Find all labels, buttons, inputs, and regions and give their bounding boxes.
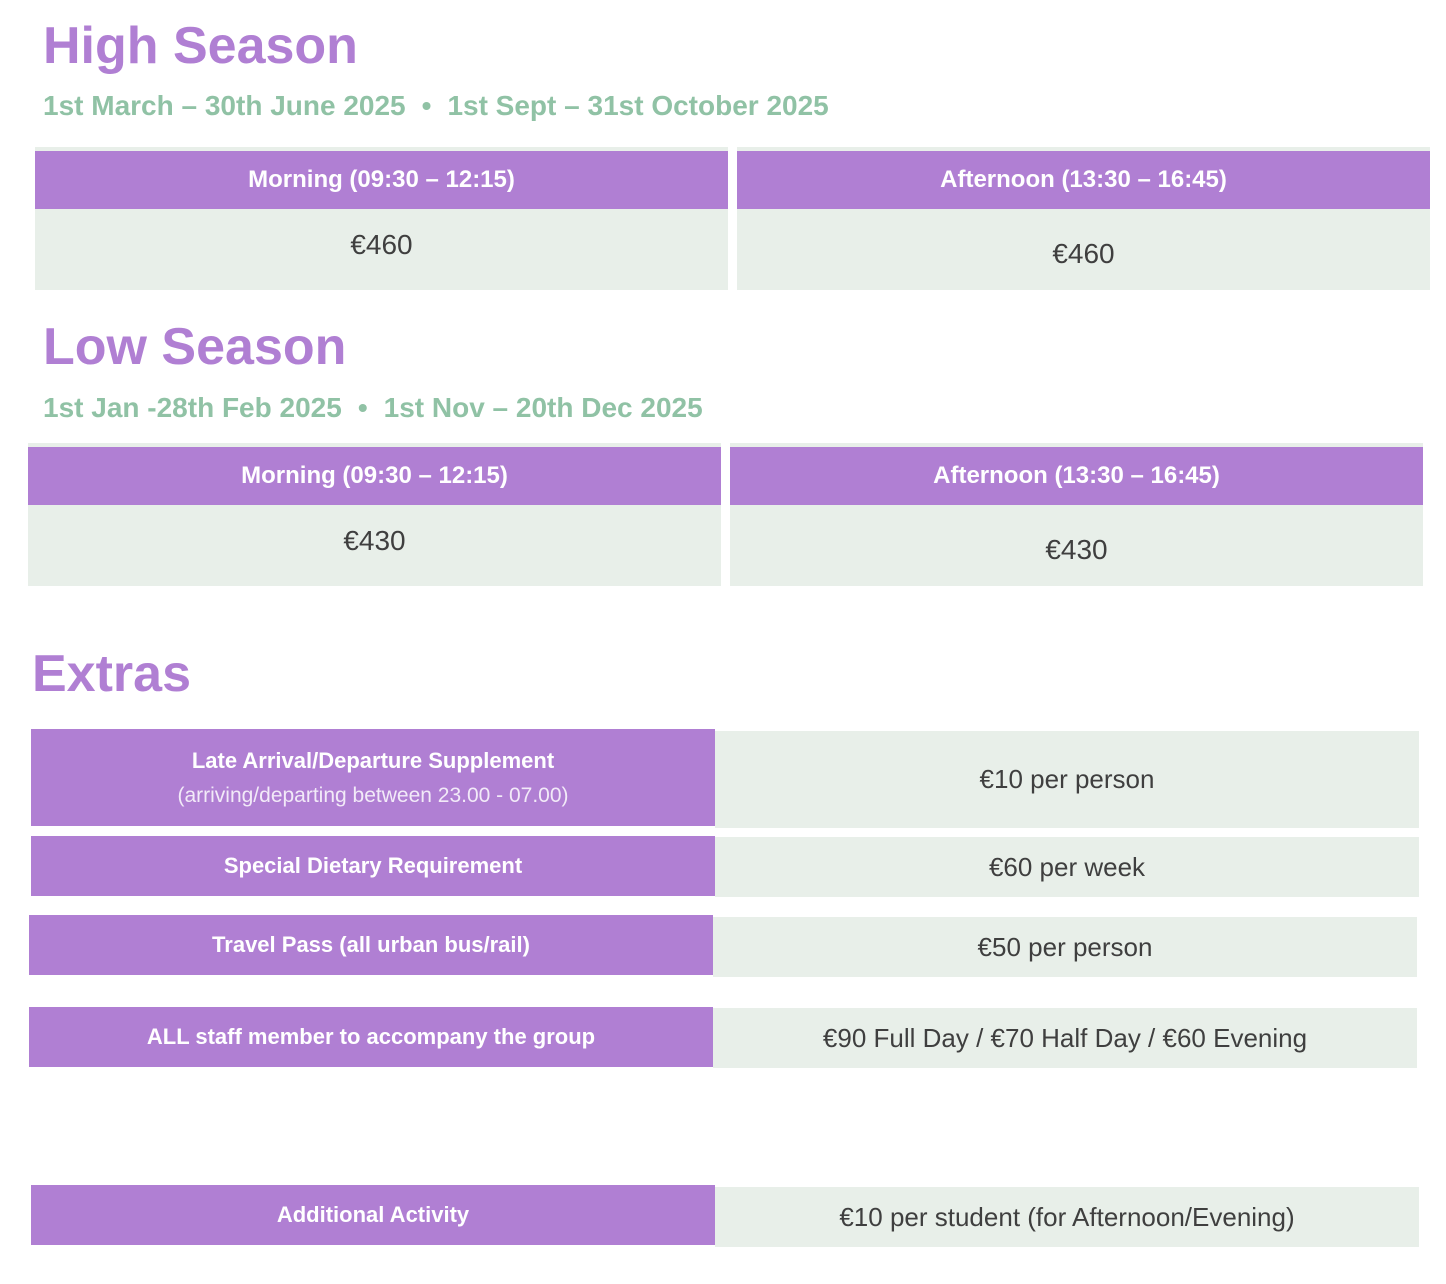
low-season-morning-price: €430 — [28, 505, 721, 583]
dates-separator: • — [357, 392, 368, 423]
low-season-afternoon-header: Afternoon (13:30 – 16:45) — [730, 447, 1423, 505]
column-divider — [728, 147, 737, 290]
extra-label-travel-pass — [29, 915, 713, 975]
extra-value-late-arrival: €10 per person — [715, 731, 1419, 828]
extra-value-staff-member: €90 Full Day / €70 Half Day / €60 Evening — [713, 1008, 1417, 1068]
extra-label-text: Late Arrival/Departure Supplement — [191, 747, 555, 773]
column-divider — [721, 443, 730, 586]
extra-label-staff-member — [29, 1007, 713, 1067]
extra-label-additional-activity — [31, 1185, 715, 1245]
extra-label-text: Travel Pass (all urban bus/rail) — [212, 932, 530, 957]
extras-title: Extras — [32, 645, 191, 703]
low-season-dates-a: 1st Jan -28th Feb 2025 — [43, 392, 342, 423]
low-season-title: Low Season — [43, 318, 347, 376]
dates-separator: • — [421, 90, 432, 121]
high-season-afternoon-price: €460 — [737, 209, 1430, 290]
high-season-title: High Season — [43, 17, 358, 75]
extra-sublabel-text: (arriving/departing between 23.00 - 07.00) — [177, 783, 569, 807]
high-season-dates — [43, 92, 829, 120]
high-season-dates-b: 1st Sept – 31st October 2025 — [447, 90, 829, 121]
high-season-afternoon-header: Afternoon (13:30 – 16:45) — [737, 151, 1430, 209]
low-season-morning-header: Morning (09:30 – 12:15) — [28, 447, 721, 505]
extra-label-text: ALL staff member to accompany the group — [146, 1024, 596, 1049]
extra-label-text: Additional Activity — [276, 1202, 470, 1227]
extra-label-text: Special Dietary Requirement — [223, 853, 523, 878]
high-season-morning-price: €460 — [35, 209, 728, 287]
extra-value-additional-activity: €10 per student (for Afternoon/Evening) — [715, 1187, 1419, 1247]
extra-value-travel-pass: €50 per person — [713, 917, 1417, 977]
extra-label-late-arrival — [31, 729, 715, 826]
extra-label-dietary — [31, 836, 715, 896]
low-season-dates — [43, 394, 703, 422]
high-season-morning-header: Morning (09:30 – 12:15) — [35, 151, 728, 209]
extra-value-dietary: €60 per week — [715, 837, 1419, 897]
high-season-dates-a: 1st March – 30th June 2025 — [43, 90, 406, 121]
low-season-dates-b: 1st Nov – 20th Dec 2025 — [383, 392, 703, 423]
low-season-afternoon-price: €430 — [730, 505, 1423, 586]
